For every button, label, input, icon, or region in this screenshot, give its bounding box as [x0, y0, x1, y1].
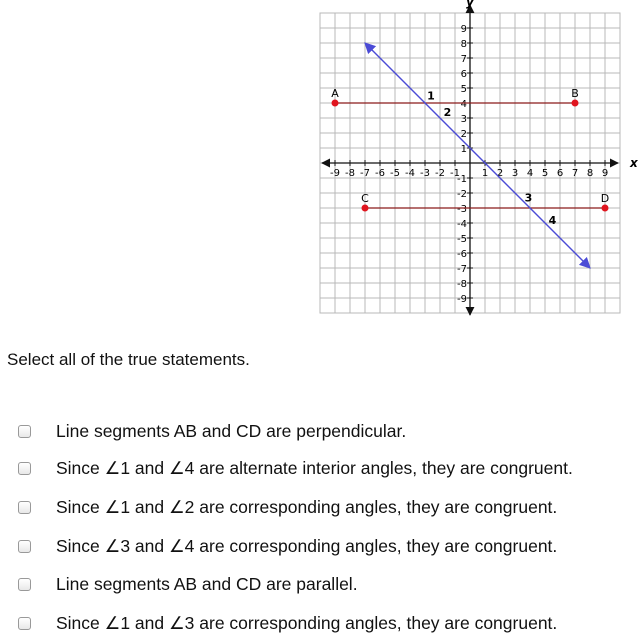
x-tick-label: -3	[420, 168, 430, 179]
checkbox[interactable]	[18, 425, 31, 438]
option-label: Since ∠3 and ∠4 are corresponding angles, they are congruent.	[56, 535, 558, 556]
x-tick-label: -8	[345, 168, 355, 179]
checkbox[interactable]	[18, 617, 31, 630]
option-4[interactable]	[18, 573, 358, 595]
angle-label-2: 2	[443, 106, 452, 119]
y-tick-label: -2	[457, 189, 467, 200]
point-label-D: D	[600, 192, 610, 205]
y-tick-label: 9	[460, 24, 467, 35]
x-tick-label: 8	[586, 168, 594, 179]
point-label-A: A	[331, 87, 339, 100]
angle-label-1: 1	[427, 89, 435, 103]
x-axis-label: x	[630, 156, 638, 170]
y-tick-label: -5	[457, 234, 467, 245]
y-tick-label: -9	[457, 294, 467, 305]
y-tick-label: 5	[460, 84, 467, 95]
option-0[interactable]	[18, 420, 406, 442]
y-tick-label: -1	[457, 174, 467, 185]
angle-label-3: 3	[524, 191, 533, 205]
option-label: Line segments AB and CD are perpendicular.	[56, 420, 407, 441]
checkbox[interactable]	[18, 578, 31, 591]
point-A	[332, 100, 339, 107]
point-label-B: B	[571, 87, 579, 100]
y-tick-label: -6	[457, 249, 467, 260]
option-5[interactable]	[18, 612, 557, 634]
y-tick-label: 7	[460, 54, 467, 65]
y-tick-label: 4	[460, 99, 467, 110]
x-tick-label: 4	[526, 168, 534, 179]
x-tick-label: 5	[541, 168, 549, 179]
y-tick-label: 2	[460, 129, 467, 140]
y-tick-label: -3	[457, 204, 467, 215]
option-label: Since ∠1 and ∠2 are corresponding angles, they are congruent.	[56, 496, 558, 517]
x-tick-label: 6	[556, 168, 564, 179]
y-tick-label: -7	[457, 264, 467, 275]
checkbox[interactable]	[18, 462, 31, 475]
x-tick-label: -4	[405, 168, 415, 179]
x-tick-label: 1	[481, 168, 489, 179]
option-label: Line segments AB and CD are parallel.	[56, 573, 358, 594]
y-tick-label: 8	[460, 39, 467, 50]
checkbox[interactable]	[18, 501, 31, 514]
option-label: Since ∠1 and ∠4 are alternate interior angles, they are congruent.	[56, 457, 573, 478]
point-label-C: C	[361, 192, 369, 205]
option-2[interactable]	[18, 496, 557, 518]
angle-label-4: 4	[548, 214, 557, 227]
y-axis-label: y	[466, 0, 474, 9]
x-tick-label: -1	[450, 168, 460, 179]
question-prompt: Select all of the true statements.	[7, 350, 250, 369]
point-D	[602, 205, 609, 212]
x-tick-label: 3	[511, 168, 519, 179]
x-tick-label: -2	[435, 168, 445, 179]
y-tick-label: 6	[460, 69, 467, 80]
x-tick-label: -5	[390, 168, 400, 179]
x-tick-label: -7	[360, 168, 370, 179]
point-C	[362, 205, 369, 212]
y-tick-label: 3	[460, 114, 467, 125]
checkbox[interactable]	[18, 540, 31, 553]
y-tick-label: -8	[457, 279, 467, 290]
x-tick-label: 7	[571, 168, 579, 179]
y-tick-label: 1	[460, 144, 467, 155]
option-3[interactable]	[18, 535, 557, 557]
option-1[interactable]	[18, 457, 573, 479]
point-B	[572, 100, 579, 107]
x-tick-label: 9	[601, 168, 609, 179]
option-label: Since ∠1 and ∠3 are corresponding angles, they are congruent.	[56, 612, 558, 633]
y-tick-label: -4	[457, 219, 467, 230]
x-tick-label: -6	[375, 168, 385, 179]
x-tick-label: -9	[330, 168, 340, 179]
x-tick-label: 2	[496, 168, 504, 179]
